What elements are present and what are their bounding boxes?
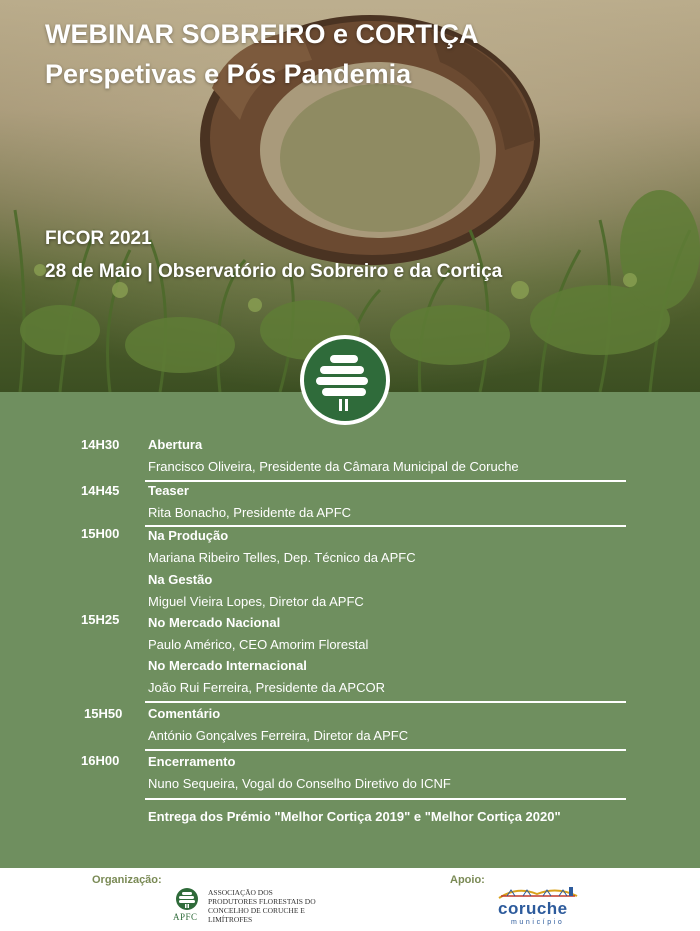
session-heading: Na Gestão bbox=[148, 572, 213, 587]
session-heading: Abertura bbox=[148, 437, 203, 452]
time-1500: 15H00 bbox=[81, 526, 120, 541]
speaker-line: Mariana Ribeiro Telles, Dep. Técnico da APFC bbox=[148, 550, 416, 565]
support-label: Apoio: bbox=[450, 874, 485, 886]
apfc-full-name: ASSOCIAÇÃO DOS PRODUTORES FLORESTAIS DO CONCELHO DE CORUCHE E LIMÍTROFES bbox=[208, 888, 316, 924]
session-heading: Teaser bbox=[148, 483, 189, 498]
title-line-2: Perspetivas e Pós Pandemia bbox=[45, 59, 412, 89]
session-heading: No Mercado Internacional bbox=[148, 658, 307, 673]
divider bbox=[145, 525, 626, 527]
divider bbox=[145, 701, 626, 703]
divider bbox=[145, 480, 626, 482]
event-name: FICOR 2021 bbox=[45, 228, 152, 249]
event-date-place: 28 de Maio | Observatório do Sobreiro e da Cortiça bbox=[45, 261, 503, 282]
tree-icon bbox=[300, 335, 390, 425]
municipio-wordmark: município bbox=[511, 919, 565, 926]
speaker-line: Rita Bonacho, Presidente da APFC bbox=[148, 505, 352, 520]
divider bbox=[145, 749, 626, 751]
speaker-line: Francisco Oliveira, Presidente da Câmara Municipal de Coruche bbox=[148, 459, 519, 474]
coruche-wordmark: coruche bbox=[498, 899, 568, 918]
session-heading: Na Produção bbox=[148, 528, 229, 543]
speaker-line: Paulo Américo, CEO Amorim Florestal bbox=[148, 637, 369, 652]
speaker-line: Miguel Vieira Lopes, Diretor da APFC bbox=[148, 594, 364, 609]
coruche-bridge-icon bbox=[497, 884, 583, 900]
session-heading: Encerramento bbox=[148, 754, 236, 769]
time-1525: 15H25 bbox=[81, 612, 120, 627]
session-heading: Comentário bbox=[148, 706, 221, 721]
divider bbox=[145, 798, 626, 800]
speaker-line: António Gonçalves Ferreira, Diretor da APFC bbox=[148, 728, 409, 743]
time-1430: 14H30 bbox=[81, 437, 120, 452]
time-1445: 14H45 bbox=[81, 483, 120, 498]
time-1550: 15H50 bbox=[84, 706, 123, 721]
speaker-line: Nuno Sequeira, Vogal do Conselho Diretivo do ICNF bbox=[148, 776, 451, 791]
award-ceremony: Entrega dos Prémio "Melhor Cortiça 2019" e "Melhor Cortiça 2020" bbox=[148, 809, 561, 824]
time-1600: 16H00 bbox=[81, 753, 120, 768]
session-heading: No Mercado Nacional bbox=[148, 615, 281, 630]
apfc-acronym: APFC bbox=[173, 912, 198, 922]
organization-label: Organização: bbox=[92, 874, 162, 886]
speaker-line: João Rui Ferreira, Presidente da APCOR bbox=[148, 680, 385, 695]
hero-photo bbox=[0, 0, 700, 392]
apfc-tree-logo bbox=[300, 335, 390, 425]
apfc-small-logo-icon bbox=[174, 887, 200, 911]
title-line-1: WEBINAR SOBREIRO e CORTIÇA bbox=[45, 19, 479, 49]
